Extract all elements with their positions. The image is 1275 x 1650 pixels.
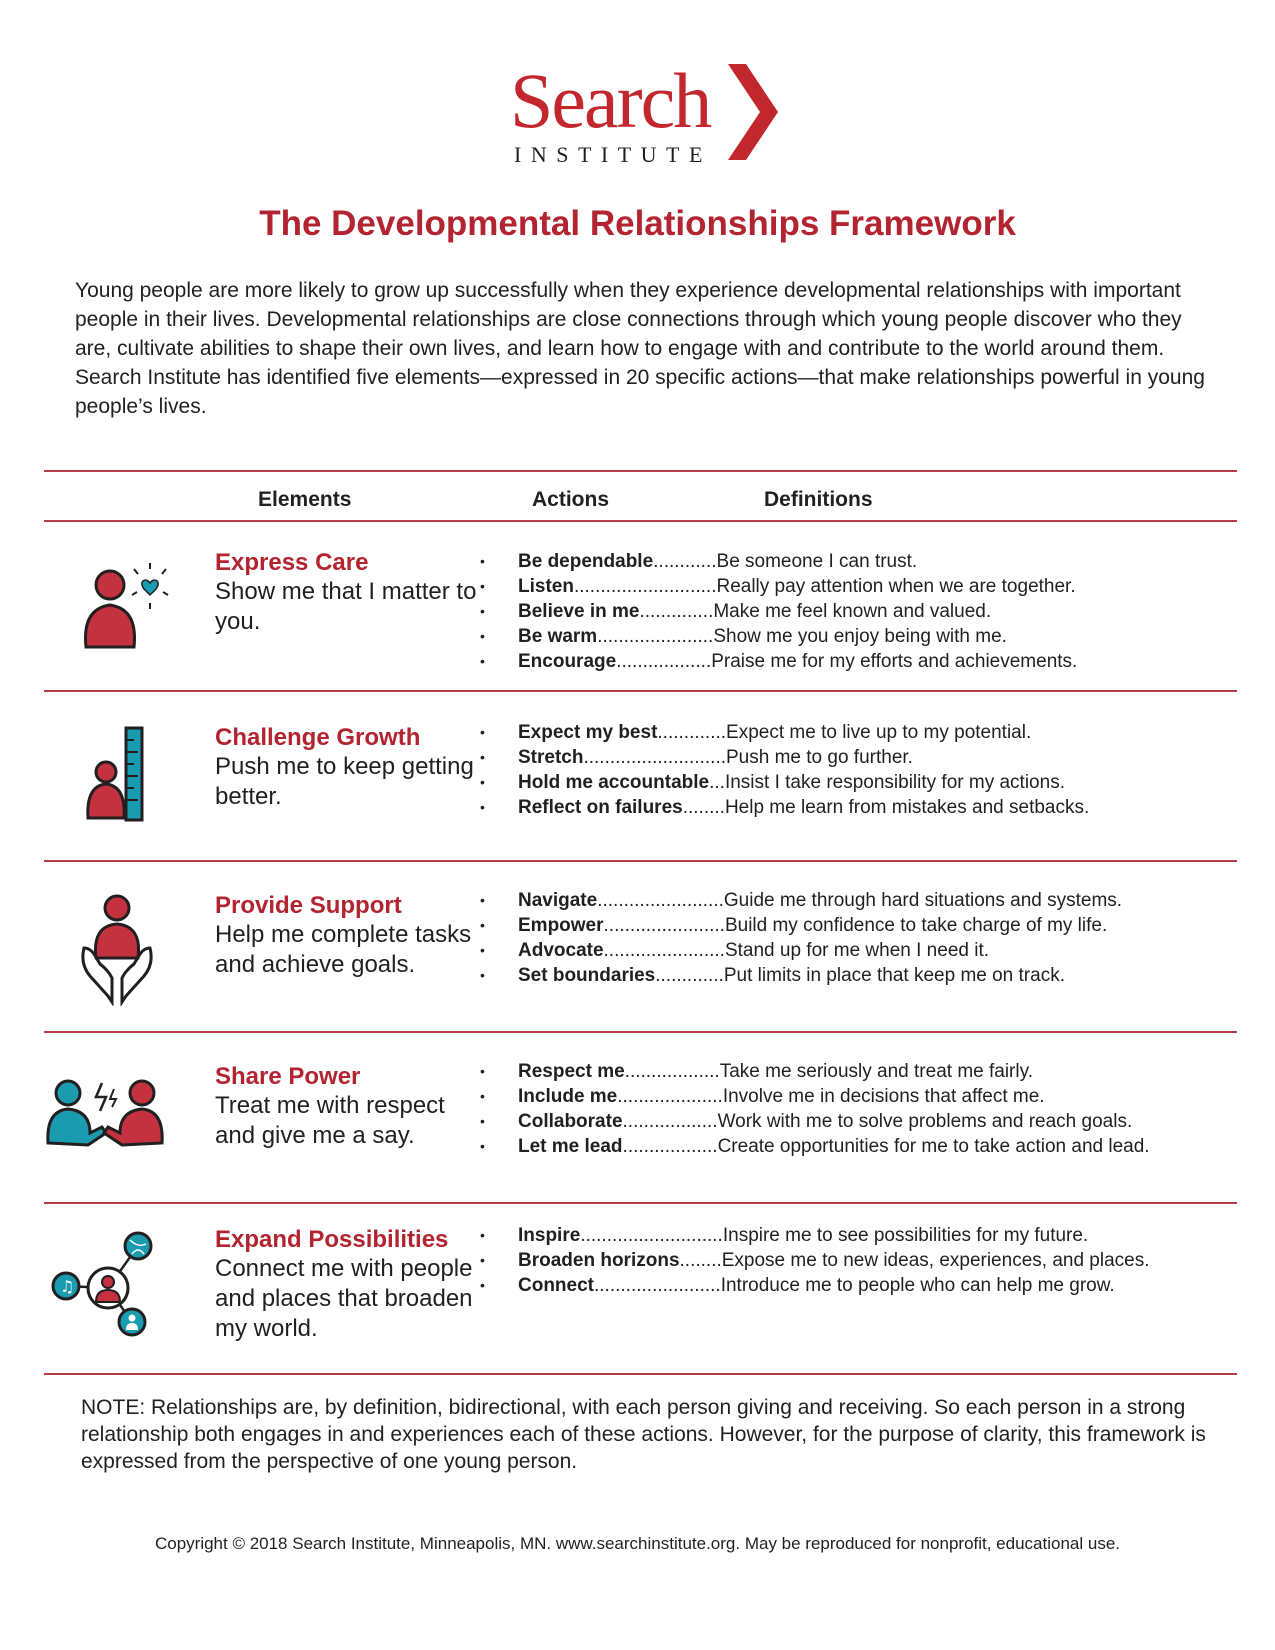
- action-list: [480, 549, 1250, 674]
- bullet: •: [480, 724, 485, 740]
- action-definition: Build my confidence to take charge of my life.: [724, 915, 1108, 936]
- challenge-growth-icon: [84, 724, 154, 824]
- action-definition: Be someone I can trust.: [716, 551, 918, 572]
- action-name: Broaden horizons: [518, 1250, 680, 1271]
- leader-dots: ........................: [597, 890, 724, 911]
- action-definition: Really pay attention when we are together.: [716, 576, 1076, 597]
- leader-dots: ........................: [594, 1275, 721, 1296]
- element-description: Treat me with respect and give me a say.: [215, 1092, 445, 1149]
- action-definition: Put limits in place that keep me on track.: [723, 965, 1065, 986]
- action-name: Let me lead: [518, 1136, 623, 1157]
- action-name: Encourage: [518, 651, 617, 672]
- action-definition: Expect me to live up to my potential.: [726, 722, 1032, 743]
- action-name: Navigate: [518, 890, 598, 911]
- action-name: Expect my best: [518, 722, 658, 743]
- action-name: Respect me: [518, 1061, 625, 1082]
- bullet: •: [480, 628, 485, 644]
- leader-dots: ..................: [622, 1136, 718, 1157]
- action-definition: Make me feel known and valued.: [713, 601, 992, 622]
- action-definition: Work with me to solve problems and reach goals.: [717, 1111, 1133, 1132]
- leader-dots: .......................: [603, 940, 725, 961]
- element-description: Show me that I matter to you.: [215, 578, 477, 635]
- list-item: [480, 963, 1250, 988]
- bullet: •: [480, 1277, 485, 1293]
- list-item: [480, 1084, 1250, 1109]
- action-definition: Help me learn from mistakes and setbacks.: [724, 797, 1090, 818]
- element-name: Provide Support: [215, 892, 402, 919]
- action-definition: Involve me in decisions that affect me.: [722, 1086, 1045, 1107]
- action-definition: Guide me through hard situations and systems.: [723, 890, 1123, 911]
- bullet: •: [480, 799, 485, 815]
- action-name: Listen: [518, 576, 574, 597]
- bullet: •: [480, 1138, 485, 1154]
- element-row-expand-possibilities: [0, 1204, 1275, 1370]
- list-item: [480, 1223, 1250, 1248]
- action-list: [480, 1223, 1250, 1298]
- list-item: [480, 574, 1250, 599]
- note-paragraph: NOTE: Relationships are, by definition, bidirectional, with each person giving and receiving. So each person in a strong relationship both engages in and experiences each of these actions. However, for the purpose of clarity, this framework is expressed from the perspective of one young person.: [81, 1396, 1206, 1473]
- action-definition: Take me seriously and treat me fairly.: [719, 1061, 1033, 1082]
- copyright-footer: Copyright © 2018 Search Institute, Minneapolis, MN. www.searchinstitute.org. May be reproduced for nonprofit, educational use.: [154, 1534, 1121, 1553]
- list-item: [480, 549, 1250, 574]
- bullet: •: [480, 967, 485, 983]
- bullet: •: [480, 749, 485, 765]
- leader-dots: ...........................: [573, 576, 717, 597]
- intro-paragraph: Young people are more likely to grow up successfully when they experience developmental relationships with important people in their lives. Developmental relationships are close connections through which young people discover who they are, cultivate abilities to shape their own lives, and learn how to engage with and contribute to the world around them. Search Institute has identified five elements—expressed in 20 specific actions—that make relationships powerful in young people’s lives.: [75, 279, 1205, 418]
- element-row-share-power: [0, 1033, 1275, 1201]
- chevron-right-icon: [722, 62, 782, 162]
- leader-dots: ..................: [624, 1061, 720, 1082]
- list-item: [480, 720, 1250, 745]
- element-name: Challenge Growth: [215, 724, 421, 751]
- bullet: •: [480, 1088, 485, 1104]
- action-name: Stretch: [518, 747, 584, 768]
- action-name: Reflect on failures: [518, 797, 683, 818]
- list-item: [480, 624, 1250, 649]
- element-name: Express Care: [215, 549, 369, 576]
- logo-wordmark: Search: [510, 57, 711, 144]
- column-header-definitions: Definitions: [764, 488, 873, 511]
- list-item: [480, 770, 1250, 795]
- action-name: Include me: [518, 1086, 618, 1107]
- leader-dots: ......................: [597, 626, 714, 647]
- column-header-elements: Elements: [258, 488, 352, 511]
- action-name: Be warm: [518, 626, 598, 647]
- provide-support-icon: [78, 892, 156, 1006]
- action-name: Connect: [518, 1275, 594, 1296]
- list-item: [480, 938, 1250, 963]
- action-list: [480, 720, 1250, 820]
- bullet: •: [480, 653, 485, 669]
- leader-dots: ..................: [622, 1111, 718, 1132]
- list-item: [480, 599, 1250, 624]
- action-name: Inspire: [518, 1225, 581, 1246]
- divider: [44, 470, 1237, 472]
- leader-dots: .............: [655, 965, 724, 986]
- bullet: •: [480, 1063, 485, 1079]
- action-definition: Inspire me to see possibilities for my future.: [722, 1225, 1089, 1246]
- bullet: •: [480, 578, 485, 594]
- element-row-provide-support: [0, 862, 1275, 1030]
- leader-dots: ..................: [616, 651, 712, 672]
- expand-possibilities-icon: [48, 1226, 160, 1342]
- list-item: [480, 1273, 1250, 1298]
- divider: [44, 1373, 1237, 1375]
- element-description: Push me to keep getting better.: [215, 753, 474, 810]
- leader-dots: ........: [682, 797, 725, 818]
- element-row-express-care: [0, 521, 1275, 688]
- logo-subtitle: INSTITUTE: [514, 142, 712, 167]
- list-item: [480, 1059, 1250, 1084]
- action-list: [480, 888, 1250, 988]
- action-name: Believe in me: [518, 601, 640, 622]
- element-description: Help me complete tasks and achieve goals.: [215, 921, 472, 978]
- leader-dots: ...........................: [580, 1225, 723, 1246]
- leader-dots: .......................: [603, 915, 725, 936]
- action-name: Advocate: [518, 940, 604, 961]
- leader-dots: ....................: [617, 1086, 723, 1107]
- action-name: Empower: [518, 915, 604, 936]
- action-name: Collaborate: [518, 1111, 623, 1132]
- action-definition: Stand up for me when I need it.: [724, 940, 990, 961]
- action-list: [480, 1059, 1250, 1159]
- list-item: [480, 888, 1250, 913]
- action-definition: Praise me for my efforts and achievements.: [711, 651, 1078, 672]
- leader-dots: ...: [709, 772, 725, 793]
- element-row-challenge-growth: [0, 692, 1275, 860]
- leader-dots: ........: [679, 1250, 722, 1271]
- list-item: [480, 649, 1250, 674]
- action-definition: Push me to go further.: [726, 747, 913, 768]
- bullet: •: [480, 603, 485, 619]
- list-item: [480, 913, 1250, 938]
- action-definition: Insist I take responsibility for my actions.: [724, 772, 1065, 793]
- bullet: •: [480, 1227, 485, 1243]
- leader-dots: ..............: [639, 601, 714, 622]
- action-name: Be dependable: [518, 551, 654, 572]
- svg-text:♫: ♫: [60, 1277, 75, 1296]
- action-definition: Introduce me to people who can help me grow.: [720, 1275, 1115, 1296]
- leader-dots: .............: [657, 722, 727, 743]
- element-description: Connect me with people and places that broaden my world.: [215, 1255, 473, 1342]
- list-item: [480, 795, 1250, 820]
- page-title: The Developmental Relationships Framework: [259, 204, 1016, 243]
- list-item: [480, 1109, 1250, 1134]
- list-item: [480, 1248, 1250, 1273]
- element-name: Share Power: [215, 1063, 361, 1090]
- element-name: Expand Possibilities: [215, 1226, 449, 1253]
- bullet: •: [480, 917, 485, 933]
- action-name: Set boundaries: [518, 965, 656, 986]
- action-definition: Expose me to new ideas, experiences, and places.: [721, 1250, 1150, 1271]
- column-header-actions: Actions: [532, 488, 610, 511]
- list-item: [480, 745, 1250, 770]
- search-institute-logo: [500, 56, 800, 176]
- leader-dots: ...........................: [583, 747, 726, 768]
- bullet: •: [480, 553, 485, 569]
- bullet: •: [480, 1252, 485, 1268]
- leader-dots: ............: [653, 551, 717, 572]
- bullet: •: [480, 942, 485, 958]
- bullet: •: [480, 1113, 485, 1129]
- action-definition: Create opportunities for me to take action and lead.: [717, 1136, 1150, 1157]
- share-power-icon: [44, 1077, 166, 1151]
- action-definition: Show me you enjoy being with me.: [713, 626, 1007, 647]
- list-item: [480, 1134, 1250, 1159]
- bullet: •: [480, 774, 485, 790]
- bullet: •: [480, 892, 485, 908]
- express-care-icon: [74, 561, 178, 655]
- action-name: Hold me accountable: [518, 772, 710, 793]
